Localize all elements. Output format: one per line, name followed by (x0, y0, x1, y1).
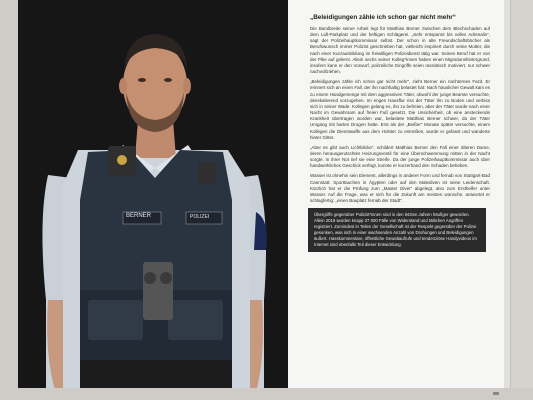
board-right-edge (510, 0, 533, 400)
article-headline: „Beleidigungen zähle ich schon gar nicht mehr“ (310, 14, 456, 21)
article-panel (288, 0, 504, 400)
board-left-edge (0, 0, 18, 400)
police-officer-portrait (18, 0, 288, 400)
article-paragraph: „Aber es gibt auch Lichtblicke“, schildert Matthias Berner den Fall einer älteren Dame, deren herausgerutschtes Heizungsventil für eine Überschwemmung mitten in der Nacht sorgte. In ihrer Not rief sie eine Streife. Da der junge Polizeihauptkommissar auch über handwerkliches Geschick verfügt, konnte er kurzerhand den Schaden beheben. (310, 144, 490, 169)
article-paragraph: „Beleidigungen zähle ich schon gar nicht mehr“, zieht Berner ein nüchternes Fazit. Er erinnert sich an einen Fall, der ihn nachhaltig belastet hat: Nach häuslicher Gewalt kam es zu einem Handgemenge mit dem aggressiven Täter, obwohl der junge Beamte versuchte, deeskalierend vorzugehen. Im engen Hausflur riss der Täter ihn zu Boden und verbiss sich in seiner Wade. Kollegen gelang es, ihn zu befreien, aber der Täter wurde nach einer Nacht im Gewahrsam auf freien Fuß gesetzt. Die Unsicherheit, ob eine ansteckende Krankheit übertragen worden war, belastete Matthias Berner schwer, da der Täter Umgang mit harten Drogen hatte. Erst als der „Beißer“ Monate später versuchte, einem Kollegen die Dienstwaffe aus dem Holster zu entreißen, wurde er gefasst und wanderte hinter Gitter. (310, 79, 490, 140)
vest-police-tag: POLIZEI (190, 214, 210, 220)
info-box: Übergriffe gegenüber Polizist*innen sind in den letzten Jahren häufiger geworden. Allein 2019 wurden knapp 37 000 Fälle von Widerstand und tätlichen Angriffen registriert. Zumindest in Teilen der Gesellschaft ist der Respekt gegenüber der Polizei gesunken, was sich in einer wachsenden Anzahl von Drohungen und Beleidigungen äußert. Hasskommentare, öffentliche Gewaltaufrufe und tendenziöse Handyvideos im Internet sind ebenfalls Teil dieser Entwicklung. (308, 208, 486, 251)
board-bottom-edge (0, 388, 533, 400)
portrait-photo (18, 0, 288, 400)
vest-name-tag: BERNER (126, 213, 152, 219)
article-paragraph: Wasser ist ohnehin sein Element, allerdings in anderer Form und fernab von Stuttgart-Bad Cannstatt: Sporttauchen in Ägypten oder auf den Malediven ist seine Leidenschaft. Kürzlich hat er die Prüfung zum „Master Diver“ abgelegt, also zum Ersthelfer unter Wasser. Auf die Frage, was er sich für die Zukunft am meisten wünsche, antwortet er schlagfertig: „einen Bauplatz fernab der Stadt“. (310, 173, 490, 204)
article-paragraph: Die Bandbreite seiner Arbeit legt für Matthias Berner zwischen dem Blechschaden auf dem Lidl-Parkplatz und der heftigen Schlägerei. „Sehr entspannt bis volles Adrenalin“, sagt der Polizeihauptkommissar selbst. Der schon in alte Freundschaftsbücher als Berufswunsch immer Polizist geschrieben hat, vielleicht inspiriert durch seine Mutter, die nach einer Kurzausbildung im freiwilligen Polizeidienst tätig war. Seinen Beruf hat er von der Pike auf gelernt. Allein sechs seiner Kolleg*innen haben einen Migrationshintergrund, insofern kann er den Vorwurf, polizeiliche Eingriffe seien rassistisch motiviert, nur schwer nachvollziehen. (310, 26, 490, 75)
logo-mark (493, 392, 499, 395)
